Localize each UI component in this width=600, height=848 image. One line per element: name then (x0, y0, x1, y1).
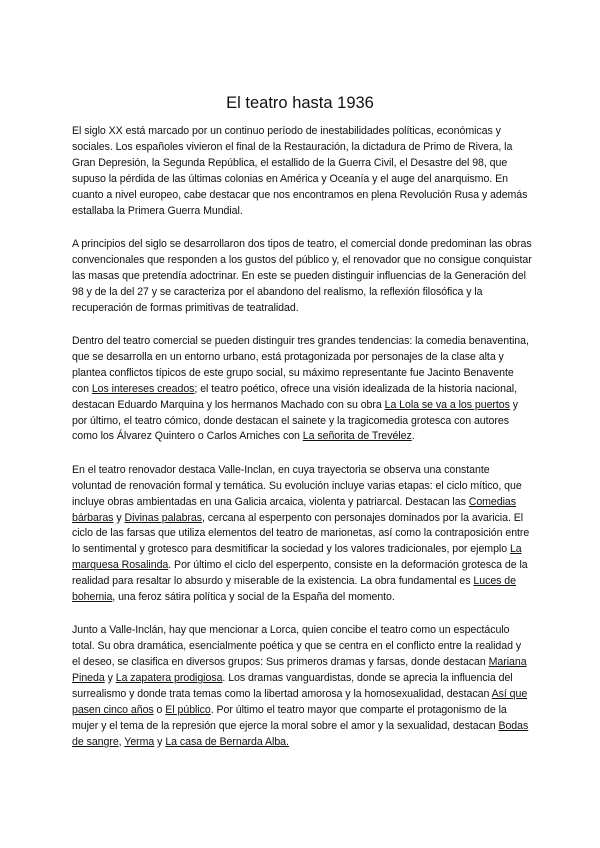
text-run: , una feroz sátira política y social de la España del momento. (112, 591, 395, 604)
paragraph-text: El siglo XX está marcado por un continuo período de inestabilidades políticas, económicas y sociales. Los españoles vivieron el final de la Restauración, la dictadura de Primo de Rivera, la Gran Depresión, la Segunda República, el estallido de la Guerra Civil, el Desastre del 98, que supuso la pérdida de las últimas colonias en América y Oceanía y el auge del anarquismo. En cuanto a nivel europeo, cabe destacar que nos encontramos en plena Revolución Rusa y además estallaba la Primera Guerra Mundial. (72, 125, 528, 217)
paragraph-commercial-theatre (72, 334, 532, 445)
text-run: . (411, 430, 415, 443)
text-run: . Por último el teatro mayor que comparte el protagonismo de la mujer y el tema de la represión que ejerce la moral sobre el amor y la sexualidad, destacan (72, 704, 507, 732)
paragraph-valle-inclan (72, 463, 532, 606)
text-run: , cercana al esperpento con personajes dominados por la avaricia. El ciclo de las farsas que utiliza elementos del teatro de marionetas, así como la contraposición entre lo sentimental y grotesco para desmitificar la sociedad y los valores tradicionales, por ejemplo (72, 511, 530, 556)
work-title: Mariana Pineda (72, 656, 527, 685)
work-title: La casa de Bernarda Alba. (165, 735, 289, 748)
text-run: Dentro del teatro comercial se pueden distinguir tres grandes tendencias: la comedia benaventina, que se desarrolla en un entorno urbano, está protagonizada por personajes de la clase alta y plantea conflictos típicos de este grupo social, su máximo representante fue Jacinto Benavente con (72, 334, 529, 395)
work-title: La señorita de Trevélez (302, 430, 412, 443)
work-title: Yerma (124, 735, 155, 748)
work-title: La Lola se va a los puertos (384, 398, 510, 411)
work-title: Luces de bohemia (72, 575, 516, 604)
text-run: , (118, 735, 125, 748)
document-title: El teatro hasta 1936 (226, 94, 374, 112)
paragraph-context (72, 124, 532, 219)
paragraph-theatre-types (72, 237, 532, 317)
text-run: Junto a Valle-Inclán, hay que mencionar a Lorca, quien concibe el teatro como un espectáculo total. Su obra dramática, esencialmente poética y que se centra en el conflicto entre la realidad y el deseo, se clasifica en diversos grupos: Sus primeros dramas y farsas, donde destacan (72, 624, 522, 669)
text-run: En el teatro renovador destaca Valle-Inclan, en cuya trayectoria se observa una constante voluntad de renovación formal y temática. Su evolución incluye varias etapas: el ciclo mítico, que incluye obras ambientadas en una Galicia arcaica, violenta y patriarcal. Destacan las (72, 463, 522, 508)
work-title: Los intereses creados (91, 382, 195, 395)
work-title: Bodas de sangre (72, 719, 529, 748)
text-run: . Los dramas vanguardistas, donde se aprecia la influencia del surrealismo y donde trata temas como la libertad amorosa y la homosexualidad, destacan (72, 672, 513, 701)
text-run: y (104, 672, 116, 685)
paragraph-text: A principios del siglo se desarrollaron dos tipos de teatro, el comercial donde predominan las obras convencionales que responden a los gustos del público y, el renovador que no consigue conquistar las masas que pretendía adoctrinar. En este se pueden distinguir influencias de la Generación del 98 y de la del 27 y se caracteriza por el abandono del realismo, la reflexión filosófica y la recuperación de formas primitivas de teatralidad. (72, 237, 532, 314)
work-title: Divinas palabras (124, 511, 202, 524)
work-title: La zapatera prodigiosa (115, 672, 223, 685)
document-body (72, 124, 532, 768)
text-run: o (153, 704, 166, 716)
work-title: La marquesa Rosalinda (72, 543, 522, 572)
work-title: Comedias bárbaras (72, 495, 517, 524)
paragraph-lorca (72, 623, 532, 750)
text-run: y (113, 511, 125, 524)
text-run: y (154, 735, 166, 748)
work-title: El público (165, 704, 211, 716)
work-title: Así que pasen cinco años (72, 688, 528, 716)
text-run: . Por último el ciclo del esperpento, consiste en la deformación grotesca de la realidad para resaltar lo absurdo y miserable de la existencia. La obra fundamental es (72, 559, 528, 588)
text-run: ; el teatro poético, ofrece una visión idealizada de la historia nacional, destacan Eduardo Marquina y los hermanos Machado con su obra (72, 382, 517, 411)
text-run: y por último, el teatro cómico, donde destacan el sainete y la tragicomedia grotesca con autores como los Álvarez Quintero o Carlos Arniches con (72, 398, 519, 443)
